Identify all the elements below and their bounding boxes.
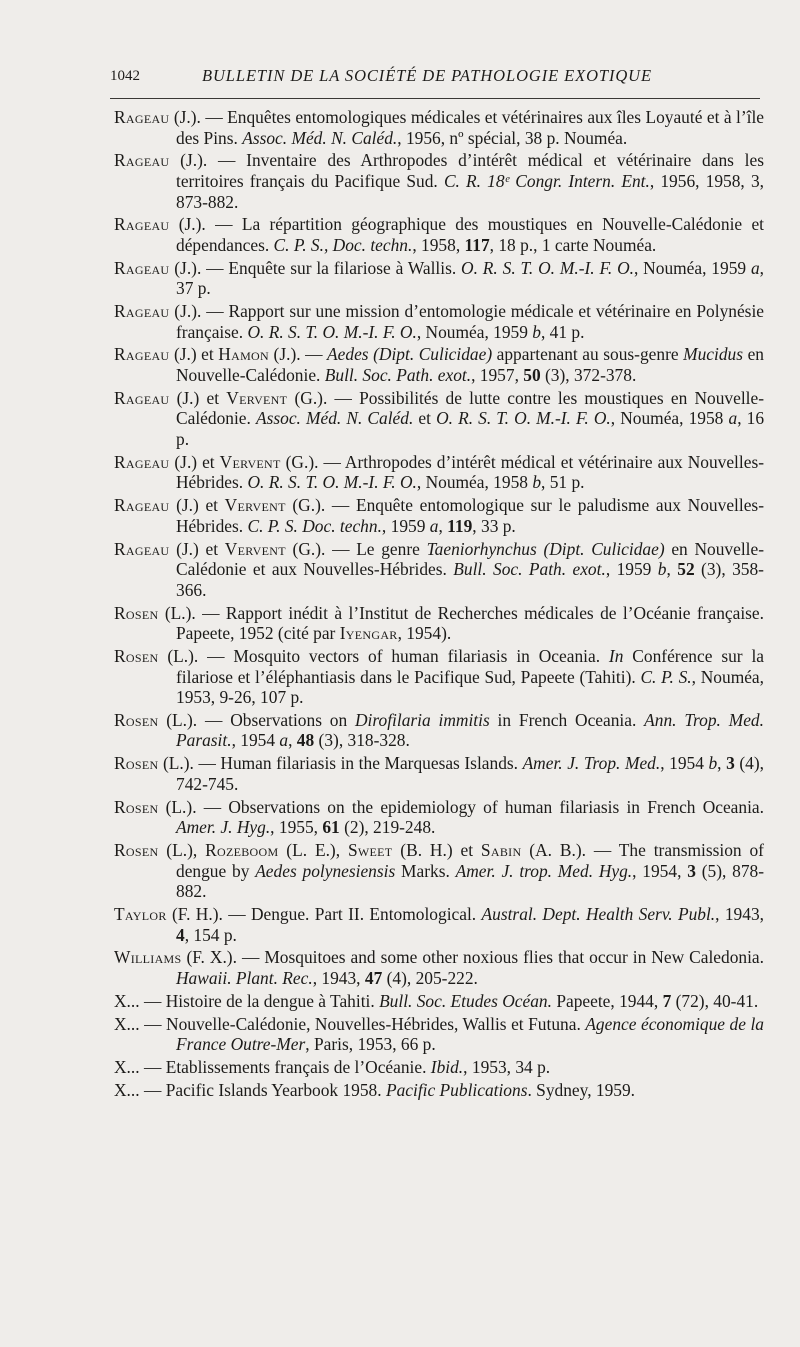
reference-italic: O. R. S. T. O. M.-I. F. O.	[461, 257, 634, 278]
reference-text: (J.). — Enquêtes entomologiques médicales et vétérinaires aux îles Loyauté et à l’île des Pins.	[169, 107, 764, 148]
reference-entry	[114, 603, 764, 644]
reference-text: (L.). — Human filariasis in the Marquesas Islands.	[158, 753, 523, 774]
reference-coauthor: Rozeboom	[205, 840, 279, 860]
reference-text: , 33 p.	[472, 515, 516, 536]
reference-text: , 1954).	[397, 623, 452, 644]
reference-text: (J.). — La répartition géographique des moustiques en Nouvelle-Calédonie et dépendances.	[169, 214, 764, 255]
reference-italic: O. R. S. T. O. M.-I. F. O.	[247, 321, 417, 342]
running-title: BULLETIN DE LA SOCIÉTÉ DE PATHOLOGIE EXOTIQUE	[202, 66, 652, 85]
reference-text: , 1943,	[312, 967, 365, 988]
reference-text: , 1955,	[270, 817, 323, 838]
reference-italic: Assoc. Méd. N. Caléd.	[255, 408, 414, 429]
reference-text: , 1954,	[632, 860, 688, 881]
reference-author: Rageau	[114, 344, 170, 365]
reference-italic: O. R. S. T. O. M.-I. F. O.	[436, 408, 611, 429]
reference-entry	[114, 646, 764, 708]
reference-text: (J.) et	[169, 451, 220, 472]
reference-text: (3), 358-366.	[176, 559, 764, 600]
reference-entry	[114, 753, 764, 794]
reference-text: , Paris, 1953, 66 p.	[305, 1034, 436, 1055]
reference-text: ,	[666, 559, 678, 580]
reference-text: — Histoire de la dengue à Tahiti.	[139, 990, 380, 1011]
reference-text: (L.),	[158, 840, 206, 860]
reference-text: (J.). —	[269, 344, 328, 365]
reference-entry	[114, 150, 764, 212]
reference-text: , 51 p.	[541, 472, 585, 493]
reference-text: , 1943,	[715, 903, 764, 924]
reference-text: (L.). — Observations on	[158, 709, 355, 730]
reference-entry	[114, 1014, 764, 1055]
reference-text: (J.). — Enquête sur la filariose à Wallis.	[169, 257, 462, 278]
reference-italic: C. P. S., Doc. techn.	[273, 234, 413, 255]
reference-entry	[114, 539, 764, 601]
reference-italic: b	[657, 559, 667, 580]
reference-entry	[114, 947, 764, 988]
reference-volume: 47	[364, 967, 383, 988]
reference-italic: Taeniorhynchus (Dipt. Culicidae)	[426, 538, 665, 559]
reference-italic: Aedes (Dipt. Culicidae)	[327, 344, 493, 365]
reference-text: , 1956, nº spécial, 38 p. Nouméa.	[397, 127, 628, 148]
reference-volume: 61	[322, 817, 340, 838]
reference-entry	[114, 214, 764, 255]
reference-list	[114, 107, 764, 1102]
reference-entry	[114, 840, 764, 902]
reference-coauthor: Vervent	[224, 495, 286, 516]
reference-text: (L.). — Observations on the epidemiology of human filariasis in French Oceania.	[158, 796, 764, 817]
reference-text: (G.). — Le genre	[285, 538, 427, 559]
reference-coauthor: Hamon	[218, 344, 269, 365]
reference-author: X...	[114, 1056, 140, 1077]
reference-volume: 50	[523, 365, 541, 386]
reference-text: , 16 p.	[176, 408, 765, 450]
reference-text: (L.). — Mosquito vectors of human filariasis in Oceania.	[158, 645, 609, 666]
reference-volume: 119	[447, 515, 473, 536]
reference-entry	[114, 495, 764, 536]
reference-entry	[114, 388, 764, 450]
reference-volume: 3	[726, 753, 735, 774]
reference-text: , 1959	[605, 559, 658, 580]
reference-entry	[114, 797, 764, 838]
reference-text: (J.) et	[169, 344, 219, 365]
reference-entry	[114, 1080, 764, 1101]
reference-author: Rageau	[114, 451, 170, 472]
reference-entry	[114, 258, 764, 299]
reference-text: (B. H.) et	[392, 840, 481, 860]
reference-coauthor: Vervent	[219, 451, 281, 472]
reference-volume: 48	[296, 730, 315, 751]
reference-italic: O. R. S. T. O. M.-I. F. O.	[247, 472, 417, 493]
reference-author: Rosen	[114, 645, 159, 666]
reference-text: (5), 878-882.	[176, 860, 764, 902]
reference-text: (J.) et	[169, 538, 225, 559]
reference-text: (L. E.),	[278, 840, 348, 860]
reference-entry	[114, 710, 764, 751]
reference-text: et	[413, 408, 437, 429]
reference-italic: Amer. J. Trop. Med.	[522, 753, 661, 774]
reference-italic: Amer. J. Hyg.	[176, 817, 271, 838]
reference-text: — Nouvelle-Calédonie, Nouvelles-Hébrides, Wallis et Futuna.	[139, 1013, 586, 1034]
reference-italic: Ann. Trop. Med. Parasit.	[176, 709, 764, 751]
reference-italic: Bull. Soc. Etudes Océan.	[379, 990, 552, 1011]
reference-italic: b	[532, 472, 542, 493]
reference-author: Rageau	[114, 495, 170, 516]
reference-italic: Agence économique de la France Outre-Mer	[176, 1013, 764, 1055]
reference-text: , 1958,	[412, 234, 465, 255]
reference-text: , Nouméa, 1958	[416, 472, 533, 493]
reference-volume: 3	[687, 860, 696, 881]
reference-text: , Nouméa, 1959	[633, 257, 751, 278]
reference-author: Rosen	[114, 840, 159, 860]
reference-italic: Amer. J. trop. Med. Hyg.	[455, 860, 633, 881]
reference-text: , 1956, 1958, 3, 873-882.	[176, 170, 764, 212]
reference-text: (F. X.). — Mosquitoes and some other noxious flies that occur in New Caledonia.	[181, 947, 764, 968]
reference-text: appartenant au sous-genre	[492, 344, 684, 365]
reference-text: (G.). — Possibilités de lutte contre les moustiques en Nouvelle-Calédonie.	[176, 387, 764, 429]
reference-author: Taylor	[114, 903, 167, 924]
reference-volume: 4	[176, 924, 185, 945]
reference-volume: 7	[662, 990, 672, 1011]
reference-text: Marks.	[395, 860, 456, 881]
reference-italic: In	[608, 645, 624, 666]
reference-author: Rageau	[114, 538, 170, 559]
reference-coauthor: Sweet	[347, 840, 393, 860]
reference-author: Rosen	[114, 709, 159, 730]
reference-coauthor: Vervent	[226, 387, 288, 408]
reference-italic: C. P. S. Doc. techn.	[247, 515, 382, 536]
reference-text: — Pacific Islands Yearbook 1958.	[139, 1079, 386, 1100]
reference-text: in French Oceania.	[489, 709, 645, 730]
reference-italic: Ibid.	[430, 1056, 464, 1077]
reference-author: Rageau	[114, 387, 170, 408]
reference-text: en Nouvelle-Calédonie et aux Nouvelles-Hébrides.	[176, 538, 764, 580]
reference-entry	[114, 107, 764, 148]
reference-coauthor: Vervent	[224, 538, 286, 559]
reference-author: Rageau	[114, 214, 170, 235]
reference-text: , 1959	[381, 515, 430, 536]
page-number: 1042	[110, 68, 140, 84]
reference-italic: Hawaii. Plant. Rec.	[176, 967, 313, 988]
reference-author: Rosen	[114, 796, 159, 817]
reference-text: (J.). — Rapport sur une mission d’entomologie médicale et vétérinaire en Polynésie française.	[169, 301, 764, 342]
reference-text: , 1953, 34 p.	[463, 1056, 551, 1077]
reference-text: , 41 p.	[540, 321, 585, 342]
reference-text: , 154 p.	[184, 924, 237, 945]
reference-italic: Bull. Soc. Path. exot.	[324, 365, 472, 386]
reference-coauthor: Sabin	[480, 840, 522, 860]
reference-author: Rageau	[114, 150, 170, 171]
reference-entry	[114, 452, 764, 493]
reference-italic: a	[279, 730, 289, 751]
reference-text: , Nouméa, 1959	[416, 321, 533, 342]
reference-text: (J.) et	[169, 495, 225, 516]
reference-text: , 1954	[231, 730, 280, 751]
reference-text: , 1954	[660, 753, 709, 774]
reference-text: — Etablissements français de l’Océanie.	[139, 1056, 431, 1077]
reference-italic: C. R. 18ᵉ Congr. Intern. Ent.	[443, 170, 650, 191]
reference-author: Rosen	[114, 602, 159, 623]
reference-italic: Bull. Soc. Path. exot.	[453, 559, 606, 580]
reference-text: (J.). — Inventaire des Arthropodes d’intérêt médical et vétérinaire dans les territoires français du Pacifique Sud.	[169, 150, 764, 191]
reference-text: (3), 318-328.	[314, 730, 410, 751]
reference-author: Rageau	[114, 107, 170, 127]
reference-text: , Nouméa, 1953, 9-26, 107 p.	[176, 666, 765, 708]
reference-italic: b	[532, 321, 541, 342]
reference-text: , Nouméa, 1958	[610, 408, 729, 429]
reference-italic: Dirofilaria immitis	[355, 709, 490, 730]
reference-volume: 117	[464, 234, 490, 255]
reference-italic: a	[429, 515, 439, 536]
reference-author: X...	[114, 1013, 140, 1034]
reference-text: en Nouvelle-Calédonie.	[176, 344, 764, 386]
reference-entry	[114, 991, 764, 1012]
reference-entry	[114, 1057, 764, 1078]
reference-text: (2), 219-248.	[339, 817, 436, 838]
reference-volume: 52	[677, 559, 695, 580]
reference-text: (4), 742-745.	[176, 753, 764, 794]
header-divider	[110, 98, 760, 99]
reference-author: Williams	[114, 947, 182, 968]
reference-author: Rosen	[114, 753, 159, 774]
reference-text: (L.). — Rapport inédit à l’Institut de Recherches médicales de l’Océanie française. Papeete, 1952 (cité par	[158, 602, 764, 644]
page-header	[110, 64, 760, 94]
reference-text: (G.). — Enquête entomologique sur le paludisme aux Nouvelles-Hébrides.	[176, 495, 764, 536]
reference-text: ,	[288, 730, 297, 751]
reference-italic: Pacific Publications	[385, 1079, 528, 1100]
reference-text: , 1957,	[471, 365, 524, 386]
reference-author: Rageau	[114, 257, 170, 278]
reference-author: Rageau	[114, 301, 170, 322]
reference-text: (72), 40-41.	[671, 990, 759, 1011]
reference-text: , 37 p.	[176, 257, 764, 299]
reference-entry	[114, 344, 764, 385]
reference-author: X...	[114, 1079, 140, 1100]
reference-text: (3), 372-378.	[540, 365, 637, 386]
reference-text: . Sydney, 1959.	[527, 1079, 636, 1100]
reference-text: ,	[717, 753, 727, 774]
reference-italic: Aedes polynesiensis	[255, 860, 396, 881]
reference-italic: a	[728, 408, 738, 429]
reference-text: (J.) et	[169, 387, 227, 408]
reference-text: Papeete, 1944,	[551, 990, 663, 1011]
reference-text: (4), 205-222.	[382, 967, 478, 988]
reference-text: (G.). — Arthropodes d’intérêt médical et vétérinaire aux Nouvelles-Hébrides.	[176, 451, 764, 493]
reference-italic: Austral. Dept. Health Serv. Publ.	[481, 903, 716, 924]
reference-text: (F. H.). — Dengue. Part II. Entomological.	[166, 903, 482, 924]
reference-entry	[114, 904, 764, 945]
reference-text: (A. B.). — The transmission of dengue by	[176, 840, 764, 881]
reference-italic: b	[708, 753, 718, 774]
reference-coauthor: Iyengar	[339, 623, 398, 644]
reference-text: ,	[438, 515, 448, 536]
reference-italic: Mucidus	[683, 344, 744, 365]
reference-italic: Assoc. Méd. N. Caléd.	[242, 127, 398, 148]
reference-italic: C. P. S.	[640, 666, 692, 687]
reference-italic: a	[750, 257, 760, 278]
reference-author: X...	[114, 990, 140, 1011]
reference-text: , 18 p., 1 carte Nouméa.	[489, 234, 657, 255]
reference-text: Conférence sur la filariose et l’éléphantiasis dans le Pacifique Sud, Papeete (Tahiti).	[176, 645, 764, 687]
reference-entry	[114, 301, 764, 342]
